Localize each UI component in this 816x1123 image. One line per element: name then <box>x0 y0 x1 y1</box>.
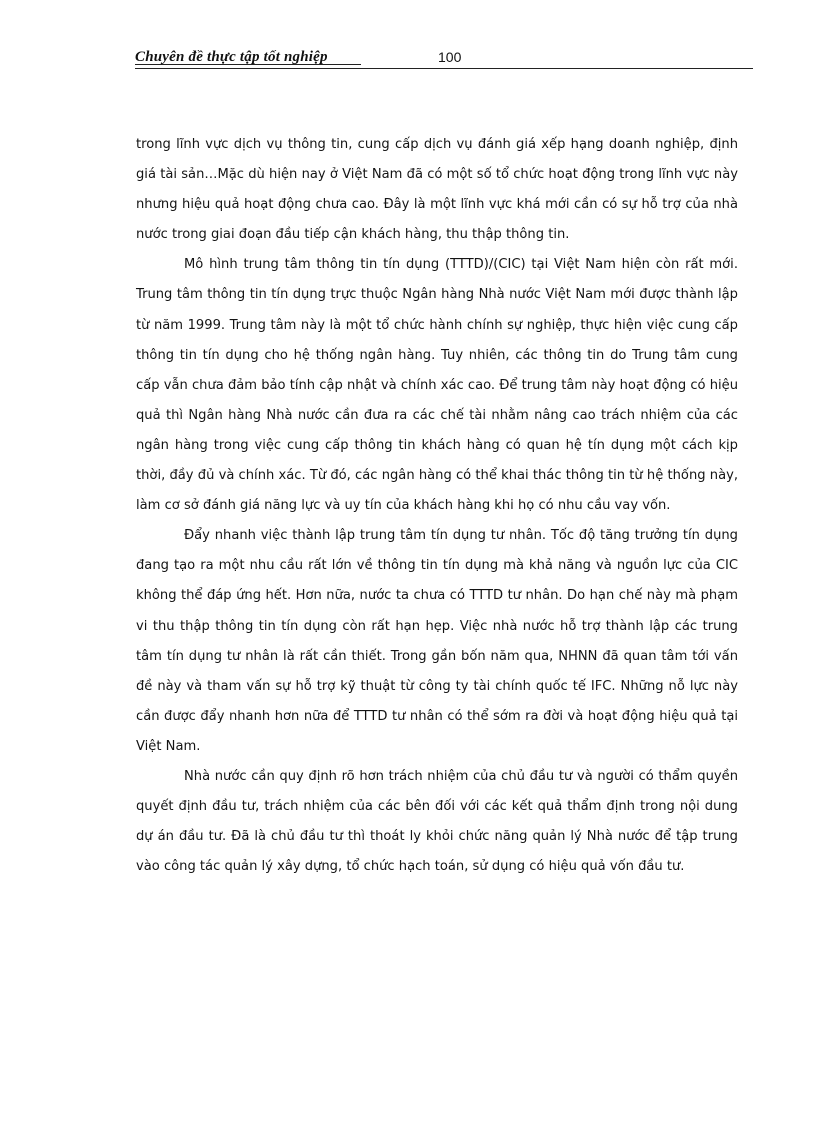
document-title: Chuyên đề thực tập tốt nghiệp <box>135 49 328 65</box>
page-header <box>135 46 753 69</box>
paragraph-3: Đẩy nhanh việc thành lập trung tâm tín dụng tư nhân. Tốc độ tăng trưởng tín dụng đang tạo ra một nhu cầu rất lớn về thông tin tín dụng mà khả năng và nguồn lực của CIC không thể đáp ứng hết. Hơn nữa, nước ta chưa có TTTD tư nhân. Do hạn chế này mà phạm vi thu thập thông tin tín dụng còn rất hạn hẹp. Việc nhà nước hỗ trợ thành lập các trung tâm tín dụng tư nhân là rất cần thiết. Trong gần bốn năm qua, NHNN đã quan tâm tới vấn đề này và tham vấn sự hỗ trợ kỹ thuật từ công ty tài chính quốc tế IFC. Những nỗ lực này cần được đẩy nhanh hơn nữa để TTTD tư nhân có thể sớm ra đời và hoạt động hiệu quả tại Việt Nam. <box>136 528 738 754</box>
paragraph-4: Nhà nước cần quy định rõ hơn trách nhiệm của chủ đầu tư và người có thẩm quyền quyết định đầu tư, trách nhiệm của các bên đối với các kết quả thẩm định trong nội dung dự án đầu tư. Đã là chủ đầu tư thì thoát ly khỏi chức năng quản lý Nhà nước để tập trung vào công tác quản lý xây dựng, tổ chức hạch toán, sử dụng có hiệu quả vốn đầu tư. <box>136 768 738 875</box>
paragraph-2: Mô hình trung tâm thông tin tín dụng (TTTD)/(CIC) tại Việt Nam hiện còn rất mới. Trung tâm thông tin tín dụng trực thuộc Ngân hàng Nhà nước Việt Nam mới được thành lập từ năm 1999. Trung tâm này là một tổ chức hành chính sự nghiệp, thực hiện việc cung cấp thông tin tín dụng cho hệ thống ngân hàng. Tuy nhiên, các thông tin do Trung tâm cung cấp vẫn chưa đảm bảo tính cập nhật và chính xác cao. Để trung tâm này hoạt động có hiệu quả thì Ngân hàng Nhà nước cần đưa ra các chế tài nhằm nâng cao trách nhiệm của các ngân hàng trong việc cung cấp thông tin khách hàng có quan hệ tín dụng một cách kịp thời, đầy đủ và chính xác. Từ đó, các ngân hàng có thể khai thác thông tin từ hệ thống này, làm cơ sở đánh giá năng lực và uy tín của khách hàng khi họ có nhu cầu vay vốn. <box>136 257 738 514</box>
document-body <box>136 130 738 882</box>
paragraph-1: trong lĩnh vực dịch vụ thông tin, cung cấp dịch vụ đánh giá xếp hạng doanh nghiệp, định giá tài sản…Mặc dù hiện nay ở Việt Nam đã có một số tổ chức hoạt động trong lĩnh vực này nhưng hiệu quả hoạt động chưa cao. Đây là một lĩnh vực khá mới cần có sự hỗ trợ của nhà nước trong giai đoạn đầu tiếp cận khách hàng, thu thập thông tin. <box>136 137 738 243</box>
title-underline <box>135 64 361 65</box>
page-number: 100 <box>438 49 462 65</box>
